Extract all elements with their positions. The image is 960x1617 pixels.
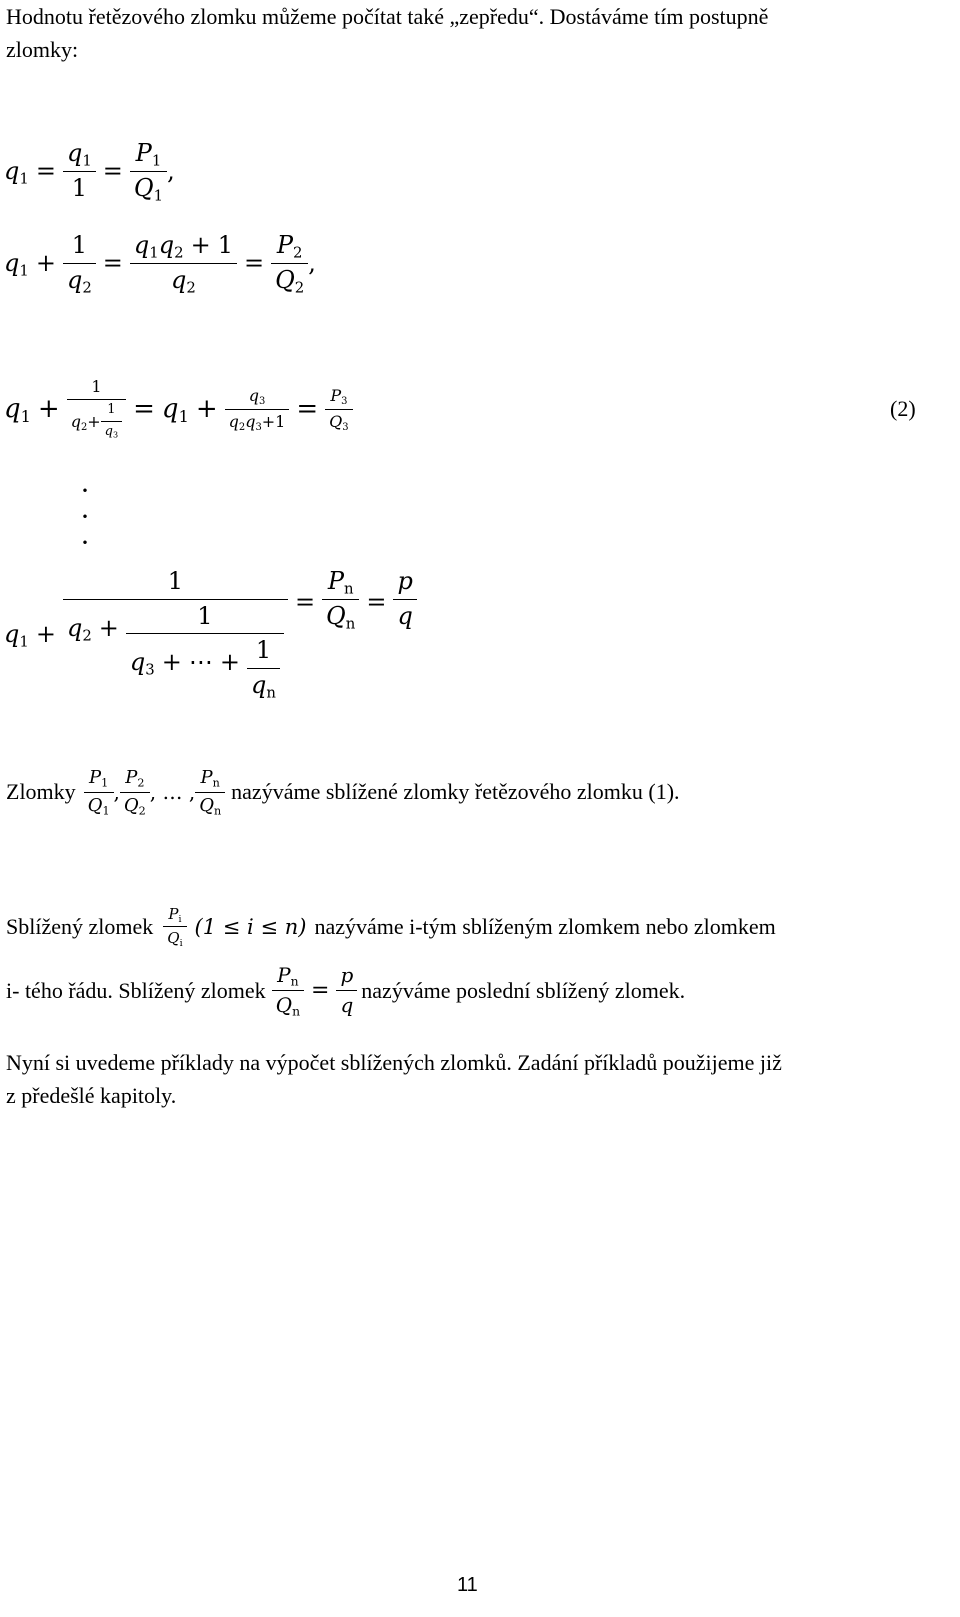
equation-n: $q_1$ + 1 $q_2$ + 1 $q_3$ + ⋯ + $\frac{1}{q_n}$ = $\frac{P_n}{Q_n}$ = $\frac{p}{q}$ xyxy=(4,568,417,699)
equation-2: $q_1$ + $\frac{1}{q_2}$ = $\frac{q_1q_2 + 1}{q_2}$ = $\frac{P_2}{Q_2}$ , xyxy=(4,231,316,297)
equation-3: $q_1$ + 1 $q_2$ + $\frac{1}{q_3}$ = $q_1$ + $\frac{q_3}{q_2q_3+1}$ = $\frac{P_3}{Q_3}$ xyxy=(4,378,353,440)
equation-1: $q_1$ = $\frac{q_1}{1}$ = $\frac{P_1}{Q_1}$ , xyxy=(4,139,175,205)
closing-line-2: z předešlé kapitoly. xyxy=(6,1083,177,1108)
definition-line-1: Sblížený zlomek $\frac{P_i}{Q_i}$ (1 ≤ i ≤ n) nazýváme i-tým sblíženým zlomkem nebo zlomkem xyxy=(6,905,776,950)
definition-line-2: i- tého řádu. Sblížený zlomek $\frac{P_n}{Q_n}$ = $\frac{p}{q}$ nazýváme poslední sblížený zlomek. xyxy=(6,963,686,1019)
fraction-q1-over-1: $\frac{q_1}{1}$ xyxy=(63,140,96,202)
intro-line-1: Hodnotu řetězového zlomku můžeme počítat také „zepředu“. Dostáváme tím postupně xyxy=(6,4,769,29)
closing-line-1: Nyní si uvedeme příklady na výpočet sblížených zlomků. Zadání příkladů použijeme již xyxy=(6,1050,782,1075)
equation-label: (2) xyxy=(890,396,916,421)
approximants-paragraph: Zlomky $\frac{P_1}{Q_1}$ , $\frac{P_2}{Q_2}$ , … , $\frac{P_n}{Q_n}$ nazýváme sblížené zlomky řetězového zlomku (1). xyxy=(6,767,680,818)
intro-line-2: zlomky: xyxy=(6,37,79,62)
page-number: 11 xyxy=(457,1574,478,1596)
closing-paragraph xyxy=(6,1046,936,1112)
vertical-dots: · · · xyxy=(80,474,90,559)
intro-paragraph xyxy=(6,0,936,66)
continued-fraction: 1 $q_2$ + 1 $q_3$ + ⋯ + $\frac{1}{q_n}$ xyxy=(63,568,288,699)
fraction-P1-Q1: $\frac{P_1}{Q_1}$ xyxy=(130,140,167,202)
